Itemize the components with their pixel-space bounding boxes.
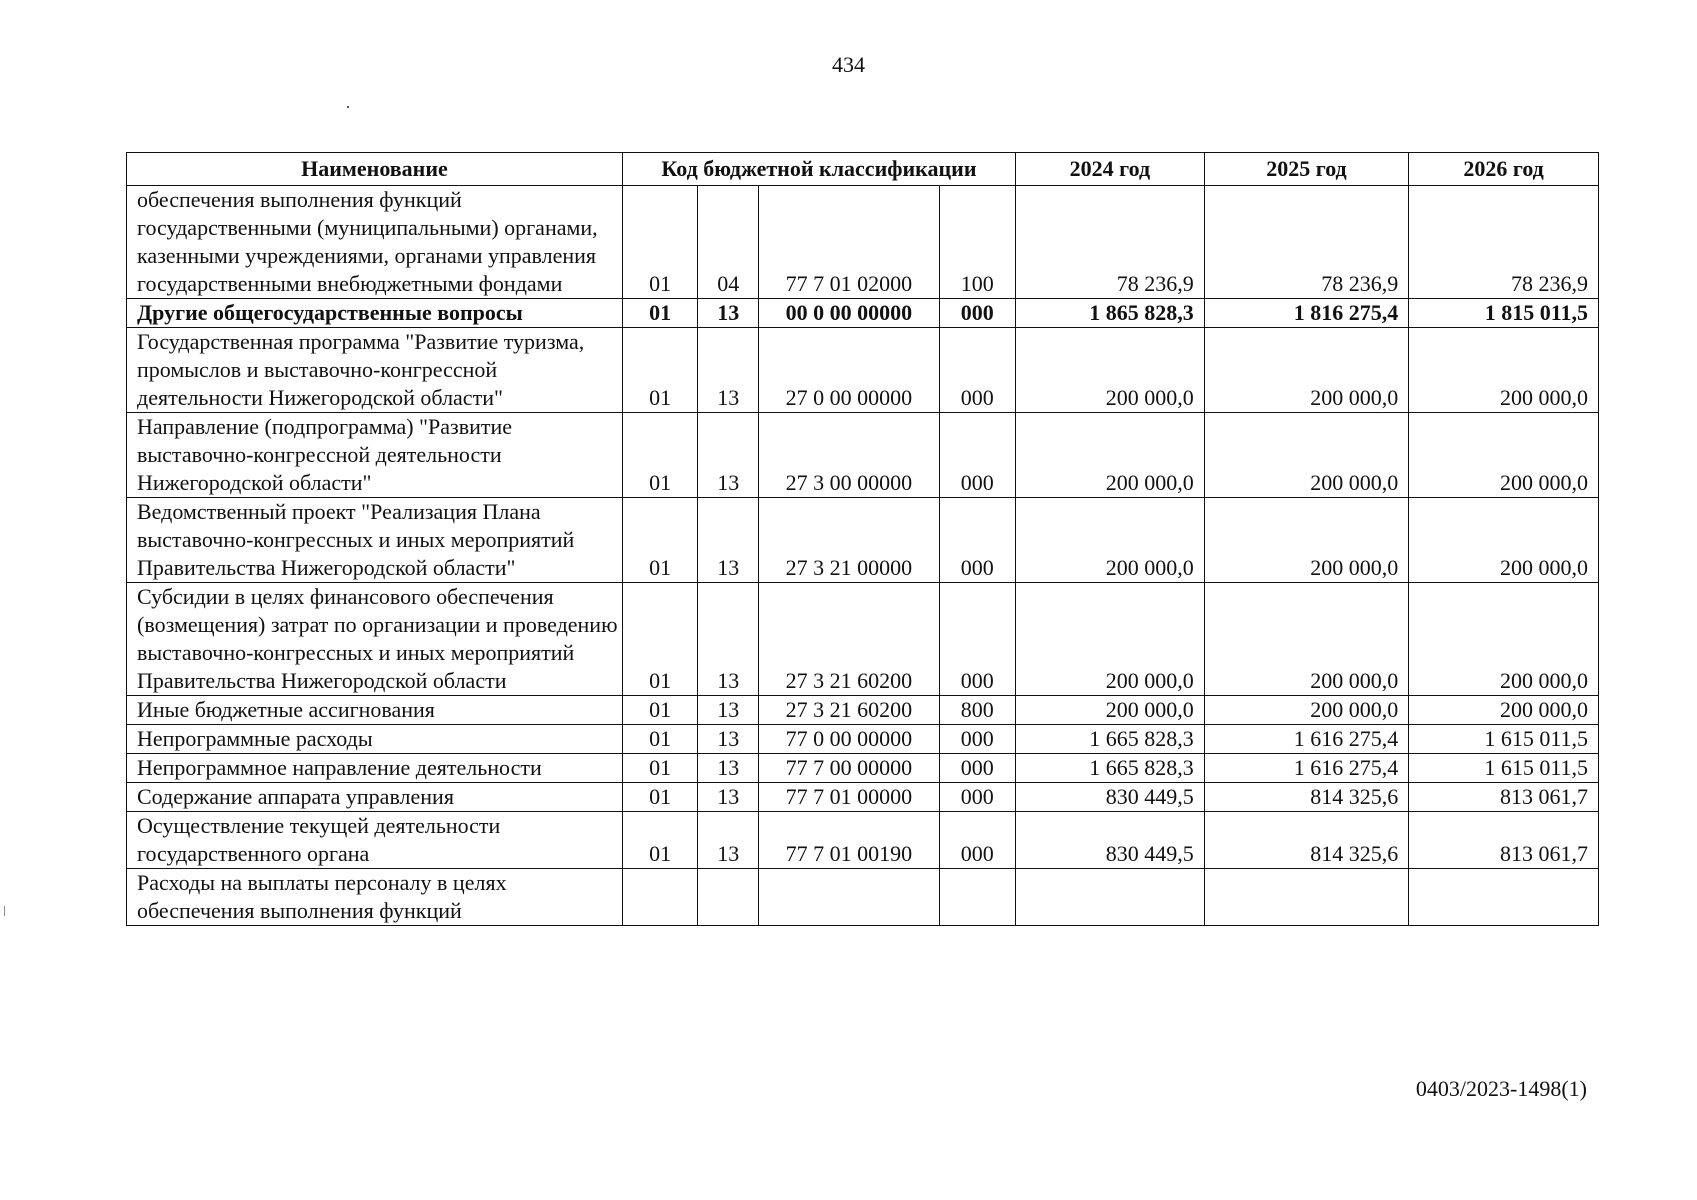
row-section: 01 [622, 812, 697, 869]
row-subsection: 13 [698, 696, 759, 725]
row-2025: 1 616 275,4 [1204, 754, 1408, 783]
row-2024: 830 449,5 [1016, 783, 1205, 812]
row-2025: 1 616 275,4 [1204, 725, 1408, 754]
row-subsection: 13 [698, 783, 759, 812]
table-row [127, 328, 1599, 413]
row-section: 01 [622, 783, 697, 812]
row-2024: 1 665 828,3 [1016, 754, 1205, 783]
budget-table [126, 152, 1599, 926]
row-section [622, 869, 697, 926]
row-2025: 78 236,9 [1204, 186, 1408, 299]
row-2026: 813 061,7 [1409, 783, 1599, 812]
row-section: 01 [622, 328, 697, 413]
row-expense-type: 000 [939, 583, 1016, 696]
row-2025: 814 325,6 [1204, 783, 1408, 812]
row-section: 01 [622, 725, 697, 754]
row-name: Другие общегосударственные вопросы [127, 299, 623, 328]
row-target-article: 77 7 01 02000 [759, 186, 939, 299]
row-2024: 830 449,5 [1016, 812, 1205, 869]
row-expense-type: 800 [939, 696, 1016, 725]
table-row [127, 754, 1599, 783]
row-target-article: 27 3 21 00000 [759, 498, 939, 583]
row-expense-type: 000 [939, 413, 1016, 498]
row-2024 [1016, 869, 1205, 926]
row-2026: 200 000,0 [1409, 583, 1599, 696]
row-2024: 78 236,9 [1016, 186, 1205, 299]
row-2025: 200 000,0 [1204, 328, 1408, 413]
row-section: 01 [622, 186, 697, 299]
row-2025: 200 000,0 [1204, 696, 1408, 725]
row-2024: 200 000,0 [1016, 328, 1205, 413]
row-subsection: 13 [698, 812, 759, 869]
row-name: Расходы на выплаты персоналу в целях обеспечения выполнения функций [127, 869, 623, 926]
row-subsection: 13 [698, 725, 759, 754]
header-name: Наименование [127, 153, 623, 186]
table-row [127, 413, 1599, 498]
row-subsection: 13 [698, 328, 759, 413]
row-target-article: 77 7 00 00000 [759, 754, 939, 783]
row-2024: 200 000,0 [1016, 413, 1205, 498]
row-expense-type: 000 [939, 725, 1016, 754]
row-2024: 1 865 828,3 [1016, 299, 1205, 328]
row-name: Непрограммные расходы [127, 725, 623, 754]
document-code: 0403/2023-1498(1) [1415, 1076, 1587, 1101]
row-section: 01 [622, 498, 697, 583]
row-target-article: 27 0 00 00000 [759, 328, 939, 413]
row-target-article: 27 3 21 60200 [759, 696, 939, 725]
table-row [127, 725, 1599, 754]
row-section: 01 [622, 299, 697, 328]
scan-edge-mark [4, 906, 5, 916]
row-expense-type: 000 [939, 498, 1016, 583]
row-target-article [759, 869, 939, 926]
table-row [127, 583, 1599, 696]
row-2024: 200 000,0 [1016, 583, 1205, 696]
row-expense-type: 100 [939, 186, 1016, 299]
row-2025: 814 325,6 [1204, 812, 1408, 869]
row-target-article: 77 7 01 00190 [759, 812, 939, 869]
row-expense-type: 000 [939, 299, 1016, 328]
row-2024: 200 000,0 [1016, 498, 1205, 583]
row-2025: 200 000,0 [1204, 583, 1408, 696]
row-2026: 200 000,0 [1409, 498, 1599, 583]
row-subsection: 04 [698, 186, 759, 299]
row-2026: 200 000,0 [1409, 413, 1599, 498]
row-name: Осуществление текущей деятельности государственного органа [127, 812, 623, 869]
header-2026: 2026 год [1409, 153, 1599, 186]
row-subsection: 13 [698, 413, 759, 498]
table-header-row [127, 153, 1599, 186]
row-section: 01 [622, 696, 697, 725]
row-target-article: 27 3 21 60200 [759, 583, 939, 696]
row-subsection: 13 [698, 498, 759, 583]
row-expense-type: 000 [939, 783, 1016, 812]
table-row [127, 299, 1599, 328]
row-subsection: 13 [698, 754, 759, 783]
row-2025: 200 000,0 [1204, 498, 1408, 583]
row-2024: 200 000,0 [1016, 696, 1205, 725]
table-row [127, 696, 1599, 725]
row-expense-type [939, 869, 1016, 926]
table-row [127, 498, 1599, 583]
row-target-article: 27 3 00 00000 [759, 413, 939, 498]
row-name: Направление (подпрограмма) "Развитие выставочно-конгрессной деятельности Нижегородской области" [127, 413, 623, 498]
row-target-article: 77 7 01 00000 [759, 783, 939, 812]
row-subsection [698, 869, 759, 926]
header-2025: 2025 год [1204, 153, 1408, 186]
row-name: Иные бюджетные ассигнования [127, 696, 623, 725]
table-row [127, 186, 1599, 299]
row-name: Субсидии в целях финансового обеспечения (возмещения) затрат по организации и проведению выставочно-конгрессных и иных мероприятий Правительства Нижегородской области [127, 583, 623, 696]
table-row [127, 869, 1599, 926]
row-2026: 200 000,0 [1409, 328, 1599, 413]
row-section: 01 [622, 413, 697, 498]
row-target-article: 77 0 00 00000 [759, 725, 939, 754]
row-2026: 78 236,9 [1409, 186, 1599, 299]
row-name: Государственная программа "Развитие туризма, промыслов и выставочно-конгрессной деятельности Нижегородской области" [127, 328, 623, 413]
table-row [127, 783, 1599, 812]
row-name: Ведомственный проект "Реализация Плана выставочно-конгрессных и иных мероприятий Правительства Нижегородской области" [127, 498, 623, 583]
row-2026: 1 815 011,5 [1409, 299, 1599, 328]
row-subsection: 13 [698, 583, 759, 696]
row-subsection: 13 [698, 299, 759, 328]
header-2024: 2024 год [1016, 153, 1205, 186]
row-2026: 200 000,0 [1409, 696, 1599, 725]
row-2026: 1 615 011,5 [1409, 725, 1599, 754]
row-expense-type: 000 [939, 754, 1016, 783]
row-section: 01 [622, 754, 697, 783]
row-expense-type: 000 [939, 328, 1016, 413]
row-name: Непрограммное направление деятельности [127, 754, 623, 783]
row-section: 01 [622, 583, 697, 696]
row-2026: 1 615 011,5 [1409, 754, 1599, 783]
row-2026 [1409, 869, 1599, 926]
row-expense-type: 000 [939, 812, 1016, 869]
scan-speck [347, 106, 349, 108]
row-2025 [1204, 869, 1408, 926]
row-2025: 1 816 275,4 [1204, 299, 1408, 328]
row-2026: 813 061,7 [1409, 812, 1599, 869]
row-name: Содержание аппарата управления [127, 783, 623, 812]
table-row [127, 812, 1599, 869]
row-target-article: 00 0 00 00000 [759, 299, 939, 328]
page-number: 434 [832, 52, 865, 77]
row-2025: 200 000,0 [1204, 413, 1408, 498]
row-2024: 1 665 828,3 [1016, 725, 1205, 754]
header-code: Код бюджетной классификации [622, 153, 1015, 186]
row-name: обеспечения выполнения функций государственными (муниципальными) органами, казенными учреждениями, органами управления государственными внебюджетными фондами [127, 186, 623, 299]
